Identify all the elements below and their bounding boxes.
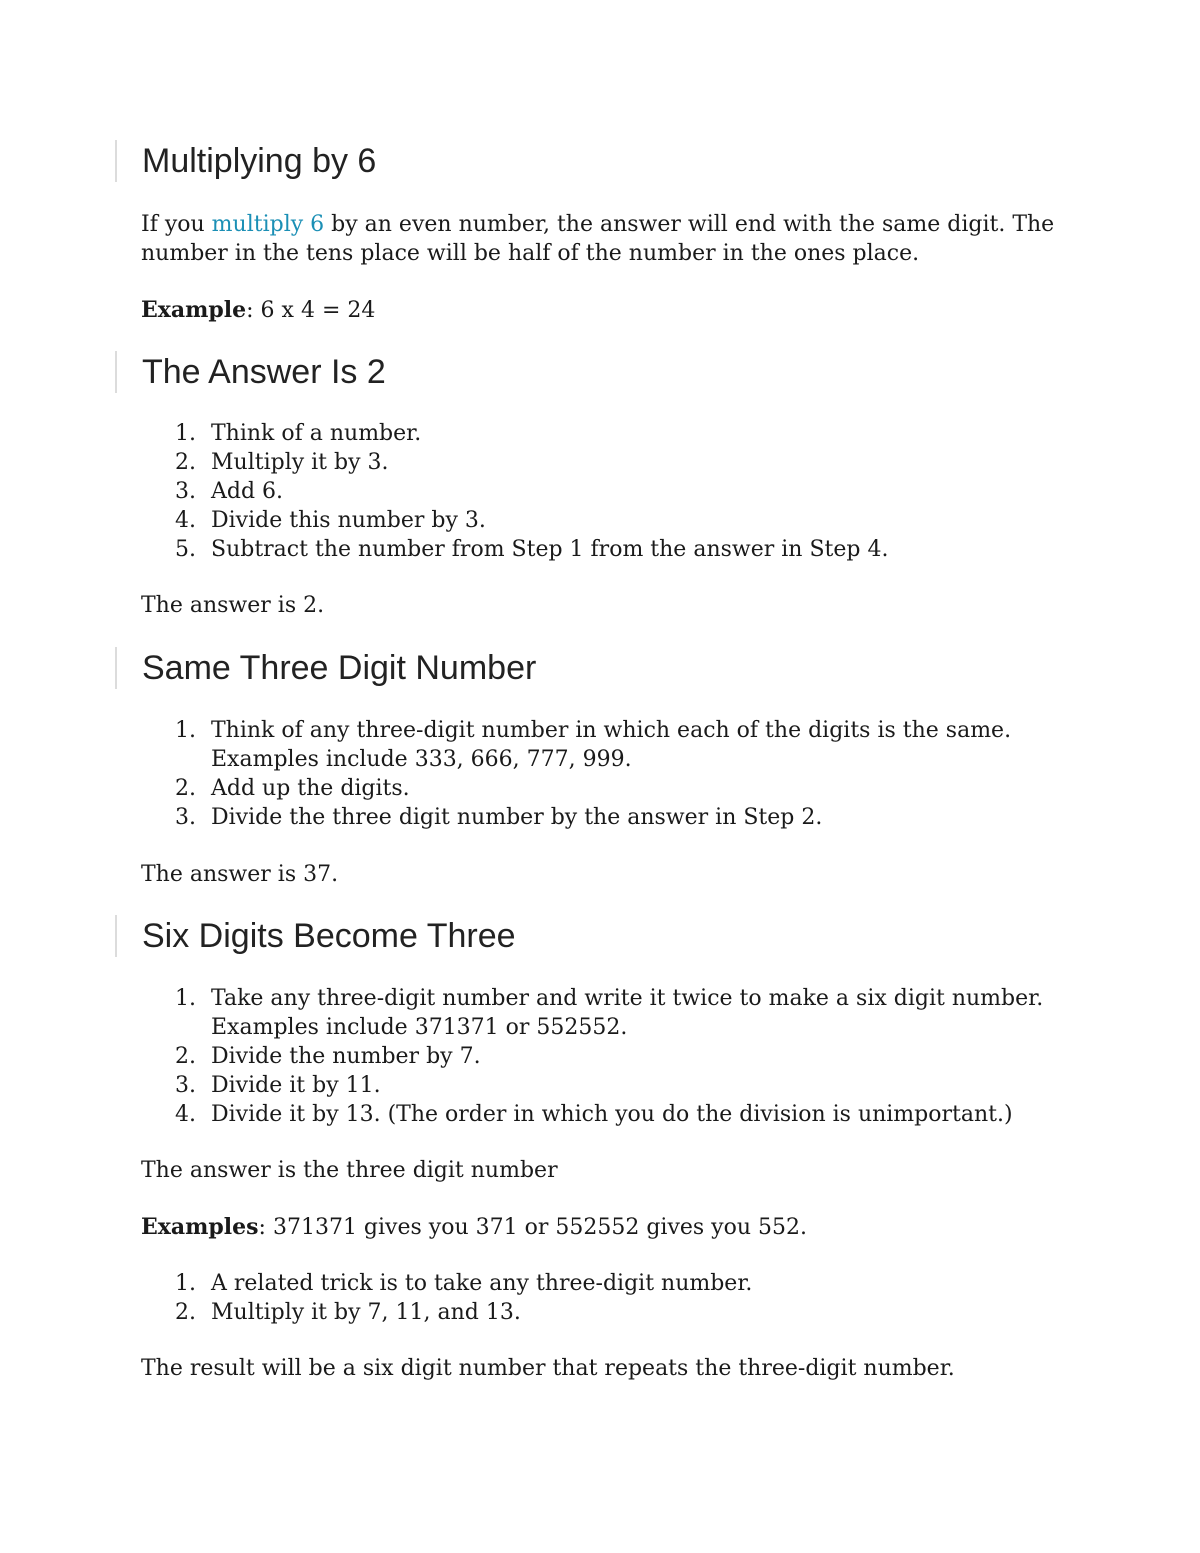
list-item (141, 1100, 1101, 1129)
list-number: 1. (175, 986, 196, 1011)
six-digits-result: The answer is the three digit number (141, 1158, 558, 1183)
list-item (141, 1298, 1101, 1327)
section-heading-six-digits (115, 915, 516, 957)
multiply-6-link[interactable]: multiply 6 (211, 212, 325, 237)
list-number: 2. (175, 1300, 196, 1325)
list-item (141, 984, 1101, 1042)
list-number: 3. (175, 805, 196, 830)
example-label: Example (141, 297, 247, 323)
final-paragraph: The result will be a six digit number that repeats the three-digit number. (141, 1356, 955, 1381)
intro-text-after: by an even number, the answer will end with the same digit. The number in the tens place will be half of the number in the ones place. (141, 212, 1055, 266)
list-number: 4. (175, 1102, 196, 1127)
list-number: 3. (175, 1073, 196, 1098)
list-item (141, 1269, 1101, 1298)
heading-text: Six Digits Become Three (142, 916, 516, 955)
list-text: Add 6. (211, 479, 284, 504)
intro-paragraph (141, 210, 1101, 268)
list-item (141, 448, 1101, 477)
examples-label: Examples (141, 1214, 259, 1240)
examples-text: : 371371 gives you 371 or 552552 gives you 552. (258, 1215, 807, 1240)
list-text: Divide it by 11. (211, 1073, 381, 1098)
list-text: Divide it by 13. (The order in which you do the division is unimportant.) (211, 1102, 1013, 1127)
list-item (141, 1071, 1101, 1100)
example-paragraph (141, 296, 1101, 325)
answer-is-2-steps (141, 419, 1101, 564)
list-item (141, 716, 1101, 774)
list-text: Think of a number. (211, 421, 422, 446)
list-text: A related trick is to take any three-digit number. (211, 1271, 753, 1296)
heading-text: Same Three Digit Number (142, 648, 537, 687)
list-item (141, 506, 1101, 535)
same-three-digit-steps (141, 716, 1101, 832)
intro-text-before: If you (141, 212, 212, 237)
list-text: Divide the number by 7. (211, 1044, 481, 1069)
section-heading-answer-is-2 (115, 351, 386, 393)
list-text: Divide this number by 3. (211, 508, 486, 533)
list-number: 1. (175, 718, 196, 743)
list-number: 2. (175, 450, 196, 475)
example-text: : 6 x 4 = 24 (246, 298, 376, 323)
list-number: 1. (175, 421, 196, 446)
list-item (141, 1042, 1101, 1071)
list-item (141, 803, 1101, 832)
list-number: 1. (175, 1271, 196, 1296)
list-number: 5. (175, 537, 196, 562)
list-text: Take any three-digit number and write it twice to make a six digit number. Examples include 371371 or 552552. (211, 986, 1044, 1040)
list-number: 3. (175, 479, 196, 504)
section-heading-same-three-digit (115, 647, 536, 689)
list-text: Think of any three-digit number in which each of the digits is the same. Examples include 333, 666, 777, 999. (211, 718, 1012, 772)
list-item (141, 419, 1101, 448)
list-item (141, 535, 1101, 564)
list-text: Add up the digits. (211, 776, 410, 801)
list-number: 2. (175, 776, 196, 801)
list-number: 4. (175, 508, 196, 533)
list-text: Multiply it by 3. (211, 450, 389, 475)
list-text: Subtract the number from Step 1 from the answer in Step 4. (211, 537, 889, 562)
list-item (141, 477, 1101, 506)
list-text: Divide the three digit number by the answer in Step 2. (211, 805, 823, 830)
list-number: 2. (175, 1044, 196, 1069)
section-heading-multiplying-by-6 (115, 140, 376, 182)
list-item (141, 774, 1101, 803)
heading-text: The Answer Is 2 (142, 352, 386, 391)
answer-is-2-result: The answer is 2. (141, 593, 325, 618)
same-three-digit-result: The answer is 37. (141, 862, 339, 887)
related-trick-steps (141, 1269, 1101, 1327)
six-digits-steps (141, 984, 1101, 1129)
list-text: Multiply it by 7, 11, and 13. (211, 1300, 521, 1325)
six-digits-examples (141, 1213, 1101, 1242)
heading-text: Multiplying by 6 (142, 141, 377, 180)
